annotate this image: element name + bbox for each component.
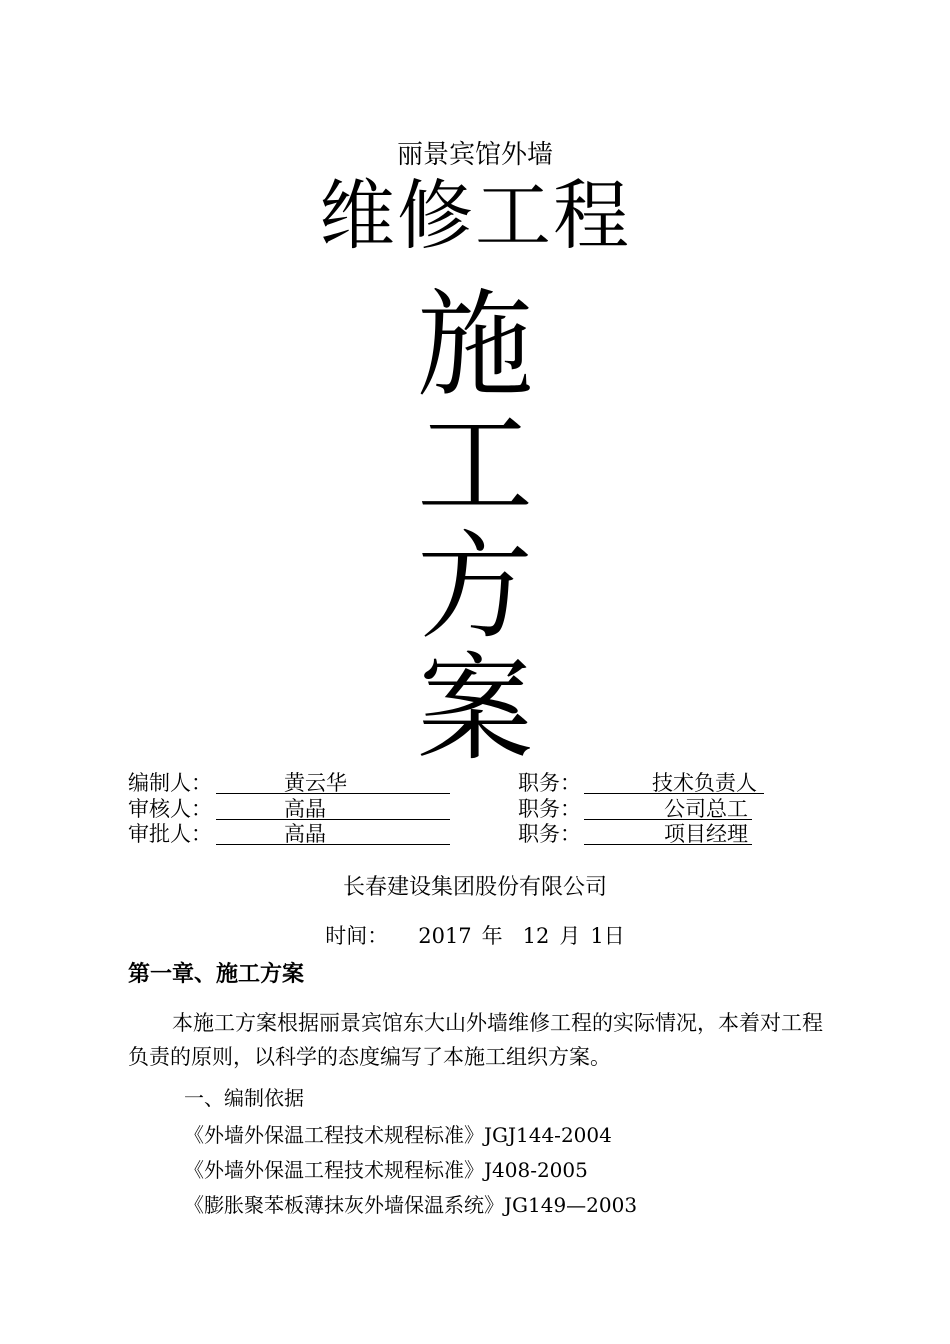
cover-subtitle: 丽景宾馆外墙 bbox=[396, 140, 553, 170]
cover-big-char-2: 工 bbox=[417, 398, 533, 533]
date-label: 时间： bbox=[325, 924, 389, 948]
reviewer-label: 审核人： bbox=[128, 797, 212, 821]
reference-item: 《膨胀聚苯板薄抹灰外墙保温系统》JG149—2003 bbox=[184, 1193, 638, 1217]
reviewer-job-label: 职务： bbox=[518, 797, 581, 821]
reference-item: 《外墙外保温工程技术规程标准》J408-2005 bbox=[184, 1158, 588, 1182]
compiler-job: 技术负责人 bbox=[652, 771, 757, 795]
reviewer-job: 公司总工 bbox=[664, 797, 748, 821]
cover-big-char-1: 施 bbox=[417, 278, 533, 413]
date-month-unit: 月 bbox=[559, 924, 581, 948]
chapter-paragraph: 本施工方案根据丽景宾馆东大山外墙维修工程的实际情况，本着对工程负责的原则，以科学的态度编写了本施工组织方案。 bbox=[128, 1011, 823, 1069]
date-line bbox=[0, 920, 950, 950]
date-year: 2017 bbox=[418, 924, 472, 948]
compiler-job-label: 职务： bbox=[518, 771, 581, 795]
company-name: 长春建设集团股份有限公司 bbox=[342, 875, 607, 900]
approver-job-label: 职务： bbox=[518, 822, 581, 846]
approver-job: 项目经理 bbox=[664, 822, 748, 846]
compiler-name: 黄云华 bbox=[284, 771, 347, 795]
approver-label: 审批人： bbox=[128, 822, 212, 846]
cover-big-char-4: 案 bbox=[417, 642, 533, 777]
approver-name: 高晶 bbox=[284, 822, 326, 846]
date-year-unit: 年 bbox=[481, 924, 503, 948]
reference-item: 《外墙外保温工程技术规程标准》JGJ144-2004 bbox=[184, 1123, 612, 1147]
approver-line bbox=[216, 822, 450, 845]
reviewer-line bbox=[216, 797, 450, 820]
reviewer-name: 高晶 bbox=[284, 797, 326, 821]
chapter-heading: 第一章、施工方案 bbox=[128, 962, 305, 987]
cover-title: 维修工程 bbox=[319, 171, 631, 260]
date-month: 12 bbox=[522, 924, 550, 948]
date-day: 1日 bbox=[590, 924, 625, 948]
cover-big-char-3: 方 bbox=[417, 520, 533, 655]
section-heading: 一、编制依据 bbox=[184, 1086, 304, 1110]
compiler-label: 编制人： bbox=[128, 771, 212, 795]
